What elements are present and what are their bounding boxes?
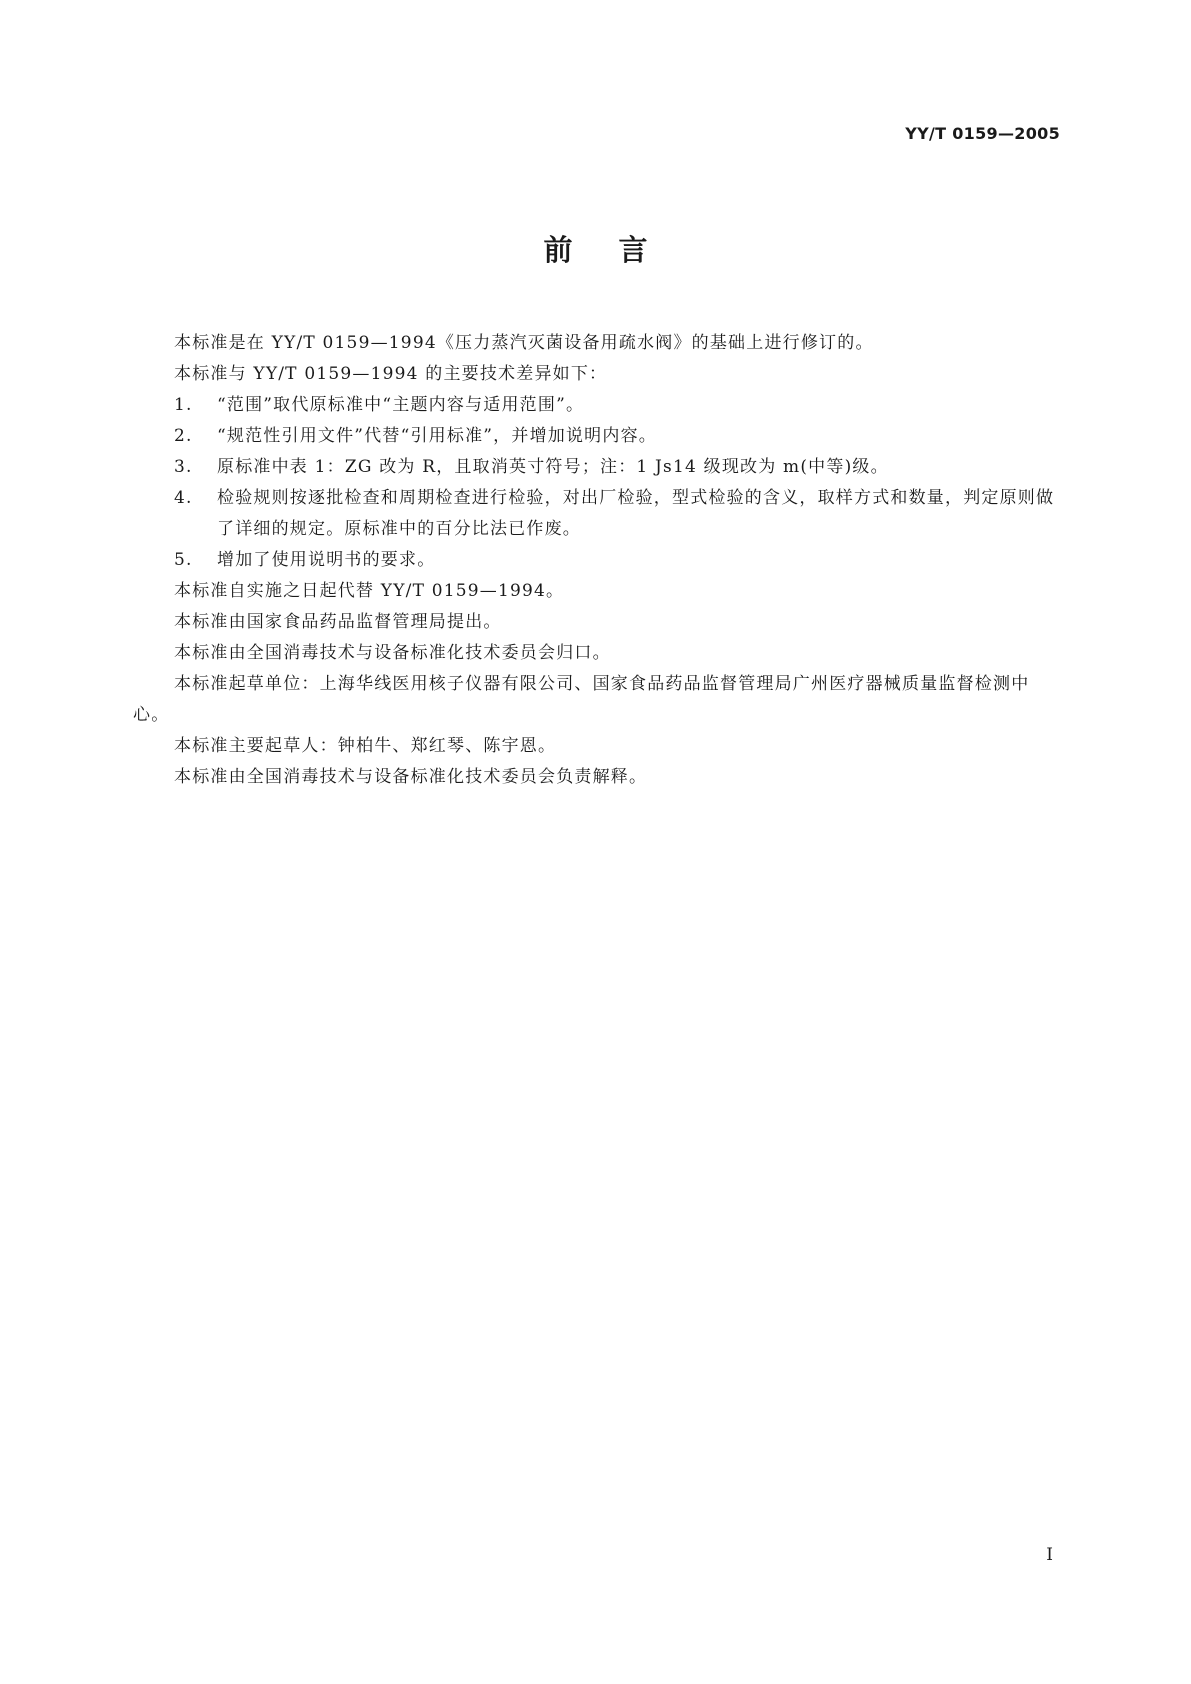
paragraph: 本标准由全国消毒技术与设备标准化技术委员会负责解释。	[174, 767, 648, 787]
paragraph: 本标准与 YY/T 0159—1994 的主要技术差异如下：	[174, 364, 608, 384]
list-item	[133, 452, 1063, 483]
list-item-text: “规范性引用文件”代替“引用标准”，并增加说明内容。	[217, 426, 657, 446]
paragraph: 本标准是在 YY/T 0159—1994《压力蒸汽灭菌设备用疏水阀》的基础上进行修订的。	[174, 333, 874, 353]
paragraph: 本标准由国家食品药品监督管理局提出。	[174, 612, 502, 632]
list-item-text: 检验规则按逐批检查和周期检查进行检验，对出厂检验，型式检验的含义，取样方式和数量，判定原则做了详细的规定。原标准中的百分比法已作废。	[217, 488, 1055, 539]
paragraph: 本标准自实施之日起代替 YY/T 0159—1994。	[174, 581, 565, 601]
standard-code: YY/T 0159—2005	[905, 124, 1060, 143]
page-number: I	[1046, 1545, 1053, 1565]
list-item	[133, 390, 1063, 421]
document-body	[133, 328, 1063, 793]
list-item-number: 4.	[174, 488, 193, 508]
page-title: 前言	[543, 233, 694, 267]
list-item-number: 2.	[174, 426, 193, 446]
list-item-number: 1.	[174, 395, 193, 415]
list-item	[133, 483, 1063, 545]
paragraph: 本标准起草单位：上海华线医用核子仪器有限公司、国家食品药品监督管理局广州医疗器械质量监督检测中心。	[133, 674, 1030, 725]
list-item	[133, 545, 1063, 576]
list-item-number: 3.	[174, 457, 193, 477]
paragraph: 本标准由全国消毒技术与设备标准化技术委员会归口。	[174, 643, 611, 663]
list-item-text: 原标准中表 1：ZG 改为 R，且取消英寸符号；注：1 Js14 级现改为 m(中等)级。	[217, 457, 889, 477]
paragraph: 本标准主要起草人：钟柏牛、郑红琴、陈宇恩。	[174, 736, 557, 756]
list-item-text: 增加了使用说明书的要求。	[217, 550, 436, 570]
list-item-text: “范围”取代原标准中“主题内容与适用范围”。	[217, 395, 585, 415]
list-item-number: 5.	[174, 550, 193, 570]
list-item	[133, 421, 1063, 452]
